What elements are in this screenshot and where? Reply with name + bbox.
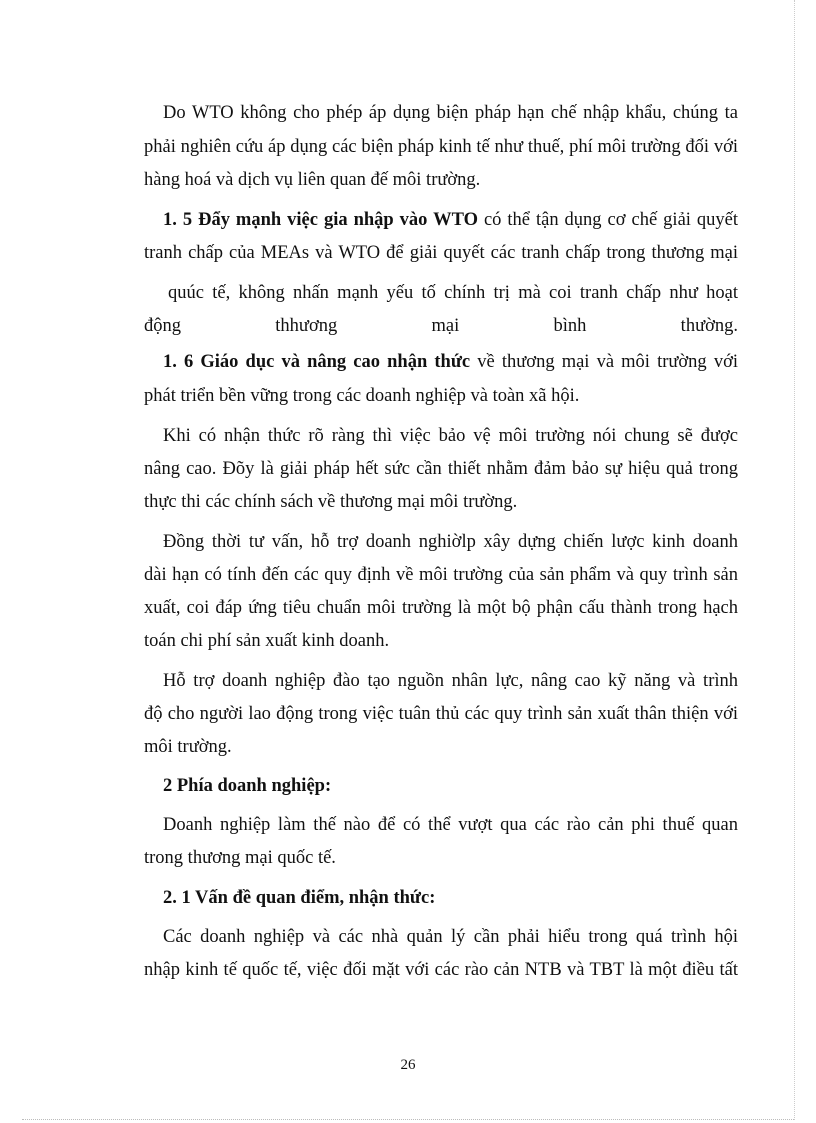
- paragraph-1-line-2: phải nghiên cứu áp dụng các biện pháp kinh tế như thuế, phí môi trường đối với: [144, 137, 738, 157]
- paragraph-5-line-1: Doanh nghiệp làm thế nào để có thể vượt qua các rào cản phi thuế quan: [163, 815, 738, 835]
- section-1-6-line-1: [163, 350, 738, 374]
- page-number: 26: [400, 1057, 416, 1073]
- section-1-6-line-1-text: về thương mại và môi trường với: [470, 352, 738, 372]
- paragraph-3-line-4: toán chi phí sản xuất kinh doanh.: [144, 631, 390, 651]
- section-1-5-line-1-text: có thể tận dụng cơ chế giải quyết: [477, 210, 738, 230]
- section-2-1-heading-text: 2. 1 Vấn đề quan điểm, nhận thức:: [163, 888, 436, 908]
- paragraph-4-line-3: môi trường.: [144, 737, 232, 757]
- section-2-1-heading: [163, 886, 738, 910]
- paragraph-4-line-2: độ cho người lao động trong việc tuân thủ các quy trình sản xuất thân thiện với: [144, 704, 738, 724]
- paragraph-3-line-1: Đồng thời tư vấn, hỗ trợ doanh nghiờlp xây dựng chiến lược kinh doanh: [163, 532, 738, 552]
- paragraph-3-line-3: xuất, coi đáp ứng tiêu chuẩn môi trường là một bộ phận cấu thành trong hạch: [144, 598, 738, 618]
- paragraph-4-line-1: Hỗ trợ doanh nghiệp đào tạo nguồn nhân lực, nâng cao kỹ năng và trình: [163, 671, 738, 691]
- section-1-5-line-1: [163, 208, 738, 232]
- paragraph-2-line-2: nâng cao. Đõy là giải pháp hết sức cần thiết nhằm đảm bảo sự hiệu quả trong: [144, 459, 738, 479]
- paragraph-2-line-3: thực thi các chính sách về thương mại môi trường.: [144, 492, 518, 512]
- paragraph-1-line-3: hàng hoá và dịch vụ liên quan đế môi trường.: [144, 170, 481, 190]
- paragraph-6-line-2: nhập kinh tế quốc tế, việc đối mặt với các rào cản NTB và TBT là một điều tất: [144, 960, 738, 980]
- paragraph-1-line-1: Do WTO không cho phép áp dụng biện pháp hạn chế nhập khẩu, chúng ta: [163, 103, 738, 123]
- section-1-5-line-4: động thhương mại bình thường.: [144, 316, 738, 336]
- section-1-5-line-2: tranh chấp của MEAs và WTO để giải quyết các tranh chấp trong thương mại: [144, 243, 738, 263]
- section-1-6-line-2: phát triển bền vững trong các doanh nghiệp và toàn xã hội.: [144, 386, 580, 406]
- section-2-heading: [163, 774, 738, 798]
- section-1-6-heading: 1. 6 Giáo dục và nâng cao nhận thức: [163, 352, 471, 372]
- section-2-heading-text: 2 Phía doanh nghiệp:: [163, 776, 332, 796]
- paragraph-3-line-2: dài hạn có tính đến các quy định về môi trường của sản phẩm và quy trình sản: [144, 565, 738, 585]
- page-edge-divider: [794, 0, 795, 1120]
- paragraph-5-line-2: trong thương mại quốc tế.: [144, 848, 336, 868]
- page-bottom-divider: [22, 1119, 794, 1120]
- paragraph-6-line-1: Các doanh nghiệp và các nhà quản lý cần phải hiểu trong quá trình hội: [163, 927, 738, 947]
- section-1-5-heading: 1. 5 Đẩy mạnh việc gia nhập vào WTO: [163, 210, 478, 230]
- section-1-5-line-3: quúc tế, không nhấn mạnh yếu tố chính trị mà coi tranh chấp như hoạt: [168, 283, 738, 303]
- paragraph-2-line-1: Khi có nhận thức rõ ràng thì việc bảo vệ môi trường nói chung sẽ được: [163, 426, 738, 446]
